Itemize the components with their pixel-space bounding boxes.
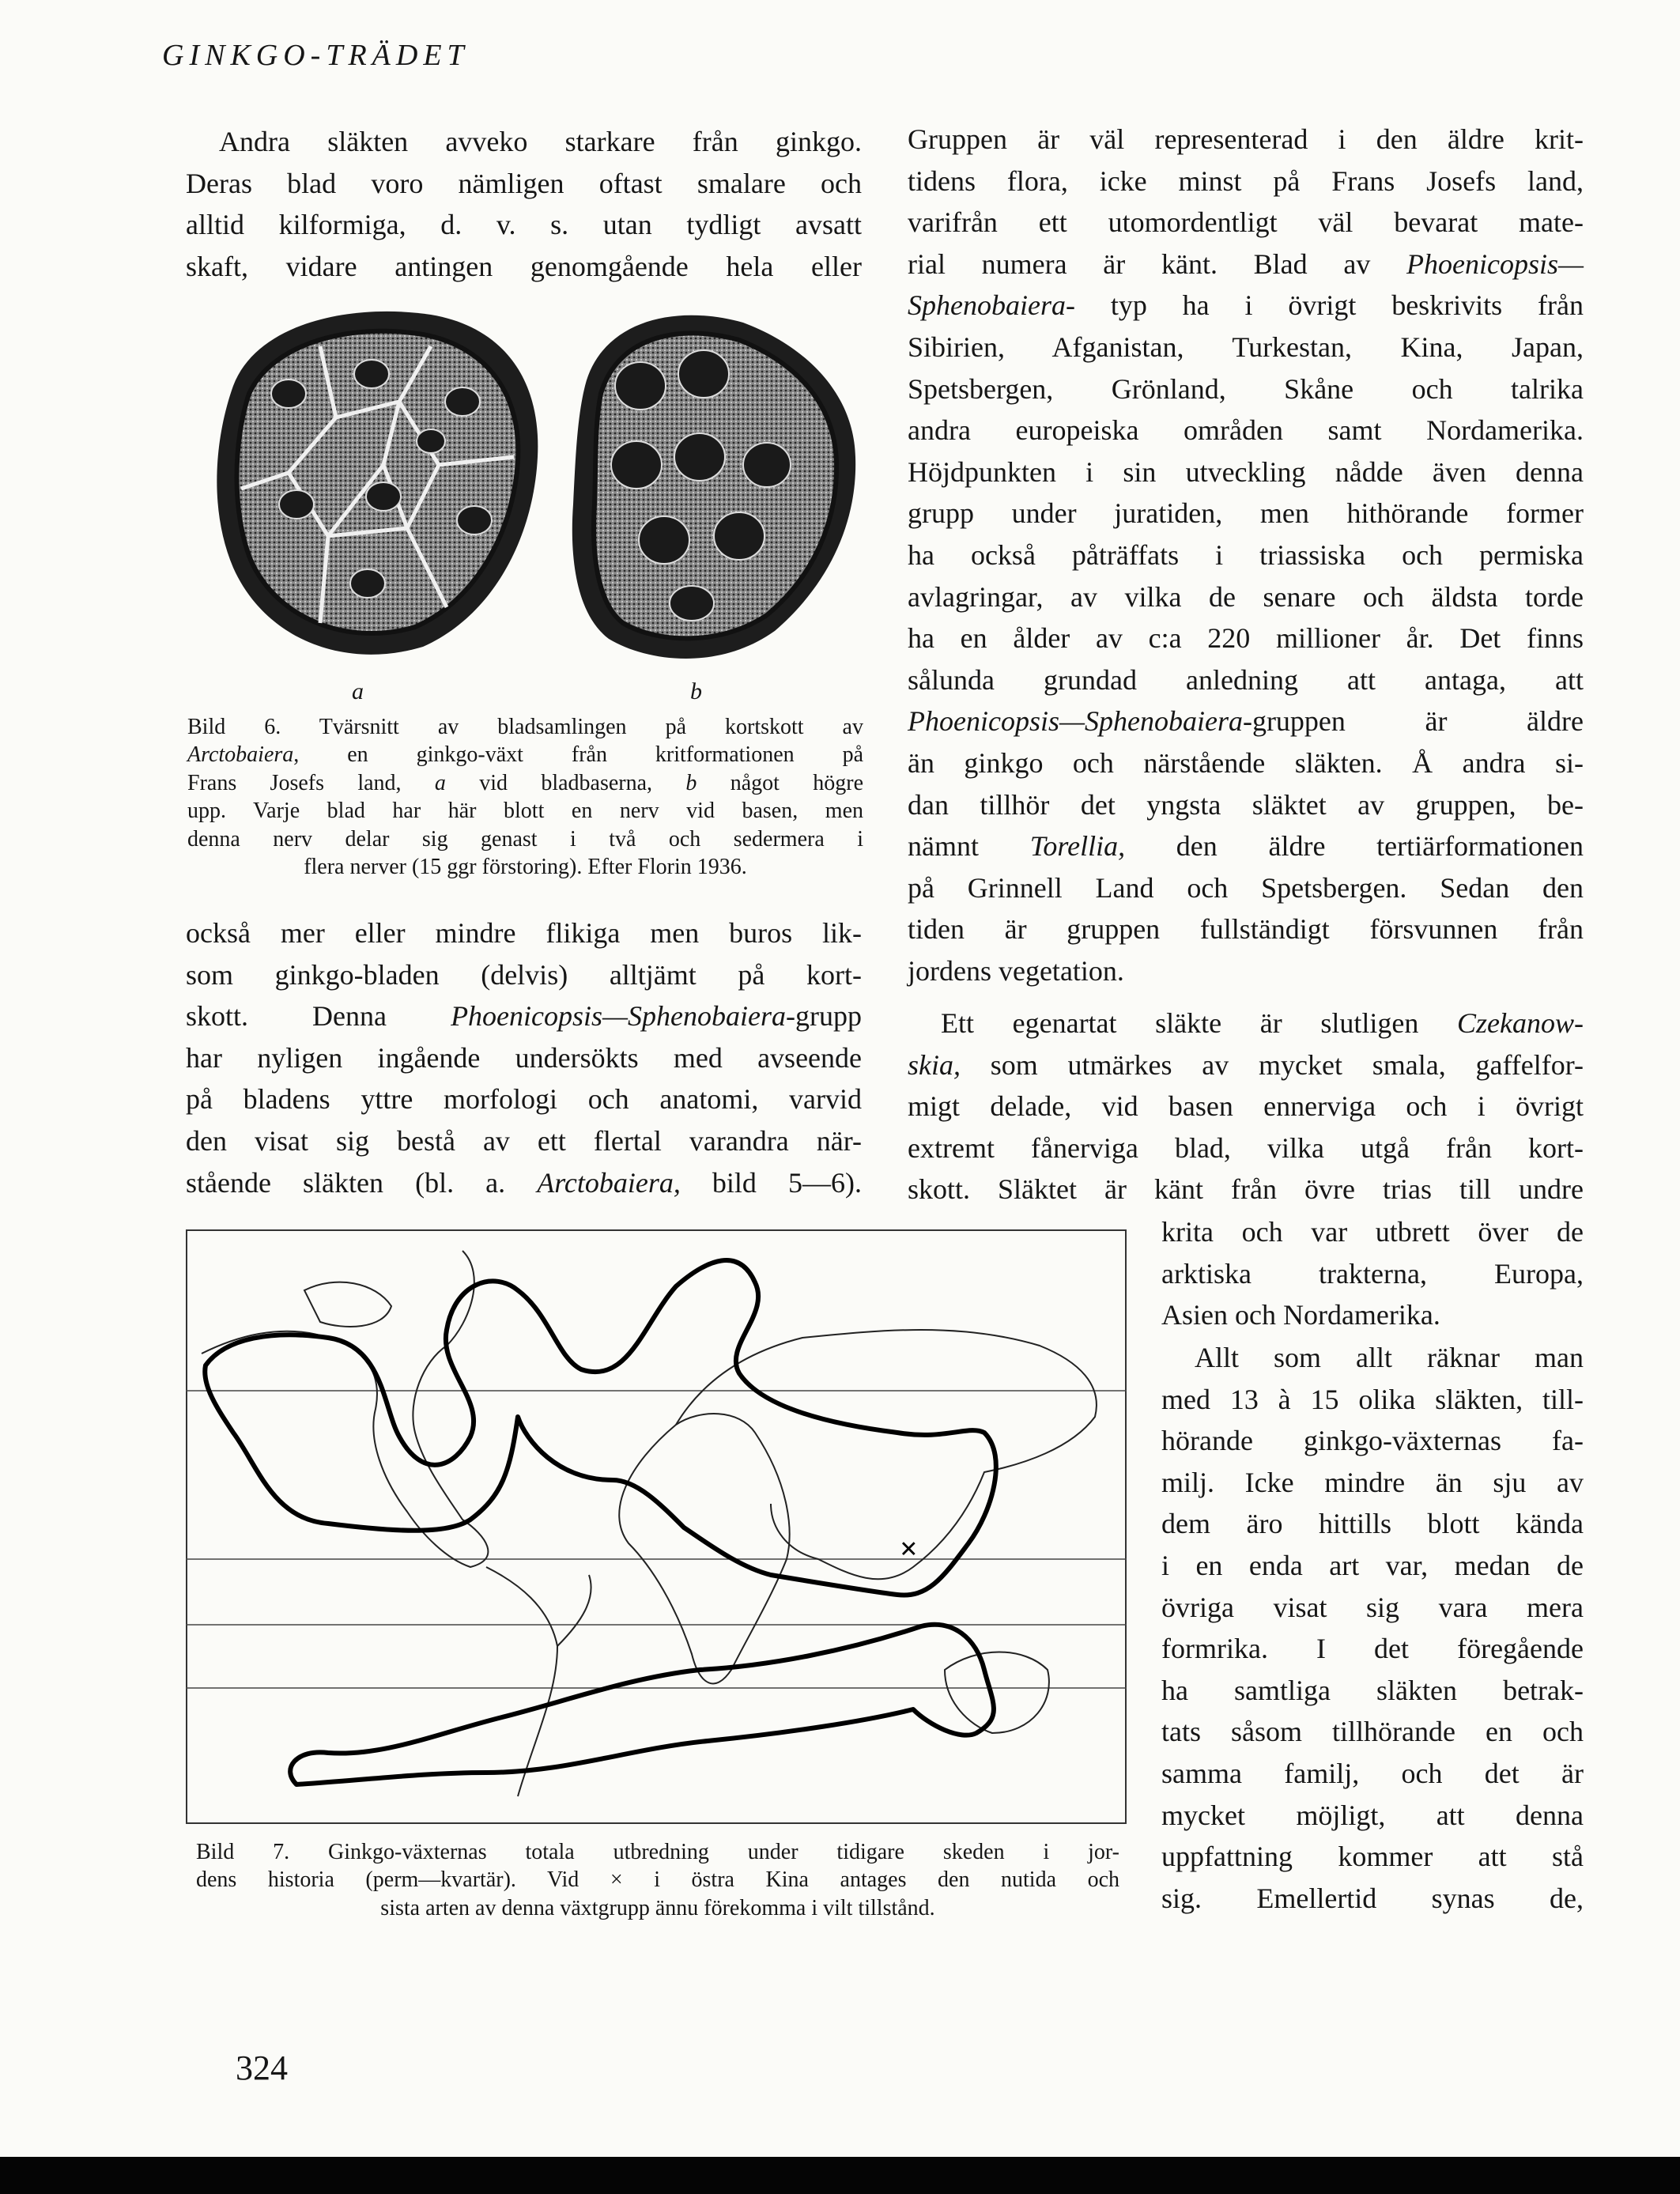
text-line: arktiska trakterna, Europa, — [1161, 1257, 1584, 1290]
text-line — [187, 741, 863, 768]
text-segment: stående släkten (bl. a. — [186, 1166, 538, 1199]
text-line: alltid kilformiga, d. v. s. utan tydligt avsatt — [186, 209, 862, 241]
text-segment: skott. Denna — [186, 1000, 451, 1033]
italic-term: b — [685, 770, 697, 795]
text-line: Andra släkten avveko starkare från ginkgo. — [219, 126, 862, 157]
text-line: sista arten av denna växtgrupp ännu förekomma i vilt tillstånd. — [380, 1895, 935, 1920]
text-line: Asien och Nordamerika. — [1161, 1299, 1440, 1331]
text-line: ha en ålder av c:a 220 millioner år. Det finns — [908, 622, 1584, 655]
text-segment: rial numera är känt. Blad av — [908, 247, 1407, 280]
italic-term: Phoenicopsis— — [1406, 247, 1584, 280]
right-column-para3 — [1161, 1337, 1584, 1919]
text-line: upp. Varje blad har här blott en nerv vid basen, men — [187, 799, 863, 824]
text-line — [908, 700, 1584, 742]
text-segment: bild 5—6). — [680, 1166, 862, 1199]
text-line: dem äro hittills blott kända — [1161, 1508, 1584, 1540]
figure7-world-map — [186, 1227, 1127, 1826]
left-column-continued — [186, 912, 862, 1203]
text-segment: nämnt — [908, 830, 1030, 863]
figure6-micrographs — [202, 299, 858, 670]
text-segment: -grupp — [786, 1000, 862, 1033]
map-frame — [187, 1230, 1126, 1823]
text-line: har nyligen ingående undersökts med avseende — [186, 1041, 862, 1074]
text-line: Spetsbergen, Grönland, Skåne och talrika — [908, 372, 1584, 405]
text-line: sig. Emellertid synas de, — [1161, 1882, 1584, 1914]
text-segment: som utmärkes av mycket smala, gaffelfor- — [961, 1048, 1584, 1081]
text-line: den visat sig bestå av ett flertal varandra när- — [186, 1124, 862, 1157]
text-line: mycket möjligt, att denna — [1161, 1799, 1584, 1831]
figure6-label-b: b — [690, 678, 702, 704]
text-line — [908, 244, 1584, 285]
text-line: Bild 7. Ginkgo-växternas totala utbredning under tidigare skeden i jor- — [196, 1840, 1119, 1864]
text-line: ha samtliga släkten betrak- — [1161, 1674, 1584, 1706]
text-line: Deras blad voro nämligen oftast smalare och — [186, 167, 862, 199]
text-line: Höjdpunkten i sin utveckling nådde även denna — [908, 455, 1584, 488]
text-segment: -gruppen är äldre — [1242, 705, 1584, 738]
text-line — [908, 825, 1584, 867]
right-column-para2 — [908, 1003, 1584, 1210]
italic-term: a — [434, 770, 446, 795]
text-line: i en enda art var, medan de — [1161, 1549, 1584, 1581]
text-segment: Ett egenartat släkte är slutligen — [941, 1007, 1458, 1039]
text-line — [908, 285, 1584, 327]
text-segment: den äldre tertiärformationen — [1125, 830, 1584, 863]
italic-term: Phoenicopsis—Sphenobaiera — [451, 1000, 787, 1033]
text-segment: vid bladbaserna, — [445, 770, 686, 795]
text-line: tidens flora, icke minst på Frans Josefs land, — [908, 164, 1584, 197]
italic-term: skia, — [908, 1048, 961, 1081]
text-line: grupp under juratiden, men hithörande former — [908, 497, 1584, 530]
text-line: sålunda grundad anledning att antaga, att — [908, 663, 1584, 696]
text-line: på Grinnell Land och Spetsbergen. Sedan den — [908, 871, 1584, 904]
text-line: Sibirien, Afganistan, Turkestan, Kina, Japan, — [908, 330, 1584, 363]
text-line — [186, 1162, 862, 1204]
text-line: flera nerver (15 ggr förstoring). Efter Florin 1936. — [304, 854, 747, 879]
italic-term: Arctobaiera — [187, 742, 294, 768]
page-number: 324 — [236, 2049, 288, 2087]
text-segment: något högre — [697, 770, 863, 795]
text-line: Gruppen är väl representerad i den äldre krit- — [908, 123, 1584, 155]
text-line: som ginkgo-bladen (delvis) alltjämt på kort- — [186, 958, 862, 991]
ginkgo-distribution-outline — [205, 1260, 996, 1784]
right-column-para2-narrow — [1161, 1211, 1584, 1336]
text-line: avlagringar, av vilka de senare och äldsta torde — [908, 580, 1584, 613]
text-line: krita och var utbrett över de — [1161, 1216, 1584, 1248]
text-line: tats såsom tillhörande en och — [1161, 1716, 1584, 1748]
text-line: samma familj, och det är — [1161, 1757, 1584, 1789]
text-line: Allt som allt räknar man — [1195, 1342, 1584, 1373]
figure7-caption — [196, 1838, 1119, 1922]
text-line: jordens vegetation. — [908, 954, 1124, 987]
text-line: extremt fånerviga blad, vilka utgå från kort- — [908, 1131, 1584, 1164]
text-line: med 13 à 15 olika släkten, till- — [1161, 1383, 1584, 1415]
text-line: migt delade, vid basen ennerviga och i övrigt — [908, 1090, 1584, 1123]
scan-border — [0, 2157, 1680, 2194]
text-line — [186, 995, 862, 1037]
text-line: dan tillhör det yngsta släktet av gruppen, be- — [908, 788, 1584, 821]
text-line: också mer eller mindre flikiga men buros lik- — [186, 917, 862, 949]
left-column-intro — [186, 121, 862, 287]
micrograph-a — [217, 312, 538, 655]
text-segment: Frans Josefs land, — [187, 770, 435, 795]
text-line: ha också påträffats i triassiska och permiska — [908, 538, 1584, 571]
text-line: övriga visat sig vara mera — [1161, 1591, 1584, 1623]
text-line: Bild 6. Tvärsnitt av bladsamlingen på kortskott av — [187, 715, 863, 739]
text-line: denna nerv delar sig genast i två och sedermera i — [187, 826, 863, 852]
text-line — [908, 1003, 1584, 1044]
text-segment: , en ginkgo-växt från kritformationen på — [293, 742, 863, 768]
text-line: skott. Släktet är känt från övre trias till undre — [908, 1173, 1584, 1206]
italic-term: Arctobaiera, — [537, 1166, 681, 1199]
map-x-marker: × — [900, 1531, 918, 1566]
text-line: milj. Icke mindre än sju av — [1161, 1466, 1584, 1498]
italic-term: Sphenobaiera- — [908, 289, 1075, 322]
text-line: varifrån ett utomordentligt väl bevarat mate- — [908, 206, 1584, 239]
text-line: hörande ginkgo-växternas fa- — [1161, 1425, 1584, 1457]
micrograph-b — [572, 315, 855, 659]
text-line: på bladens yttre morfologi och anatomi, varvid — [186, 1083, 862, 1116]
text-segment: typ ha i övrigt beskrivits från — [1074, 289, 1584, 322]
text-line: skaft, vidare antingen genomgående hela eller — [186, 250, 862, 282]
figure6-label-a: a — [352, 678, 364, 704]
right-column-para1 — [908, 119, 1584, 991]
text-line: uppfattning kommer att stå — [1161, 1841, 1584, 1873]
figure6-caption — [187, 713, 863, 881]
text-line: dens historia (perm—kvartär). Vid × i östra Kina antages den nutida och — [196, 1867, 1119, 1893]
italic-term: Czekanow- — [1457, 1007, 1584, 1039]
italic-term: Torellia, — [1029, 830, 1126, 863]
running-title: GINKGO-TRÄDET — [162, 39, 470, 72]
text-line: tiden är gruppen fullständigt försvunnen från — [908, 913, 1584, 946]
text-line — [908, 1044, 1584, 1086]
text-line: andra europeiska områden samt Nordamerika. — [908, 414, 1584, 447]
italic-term: Phoenicopsis—Sphenobaiera — [908, 705, 1243, 738]
text-line — [187, 769, 863, 797]
text-line: formrika. I det föregående — [1161, 1633, 1584, 1665]
text-line: än ginkgo och närstående släkten. Å andra si- — [908, 746, 1584, 779]
